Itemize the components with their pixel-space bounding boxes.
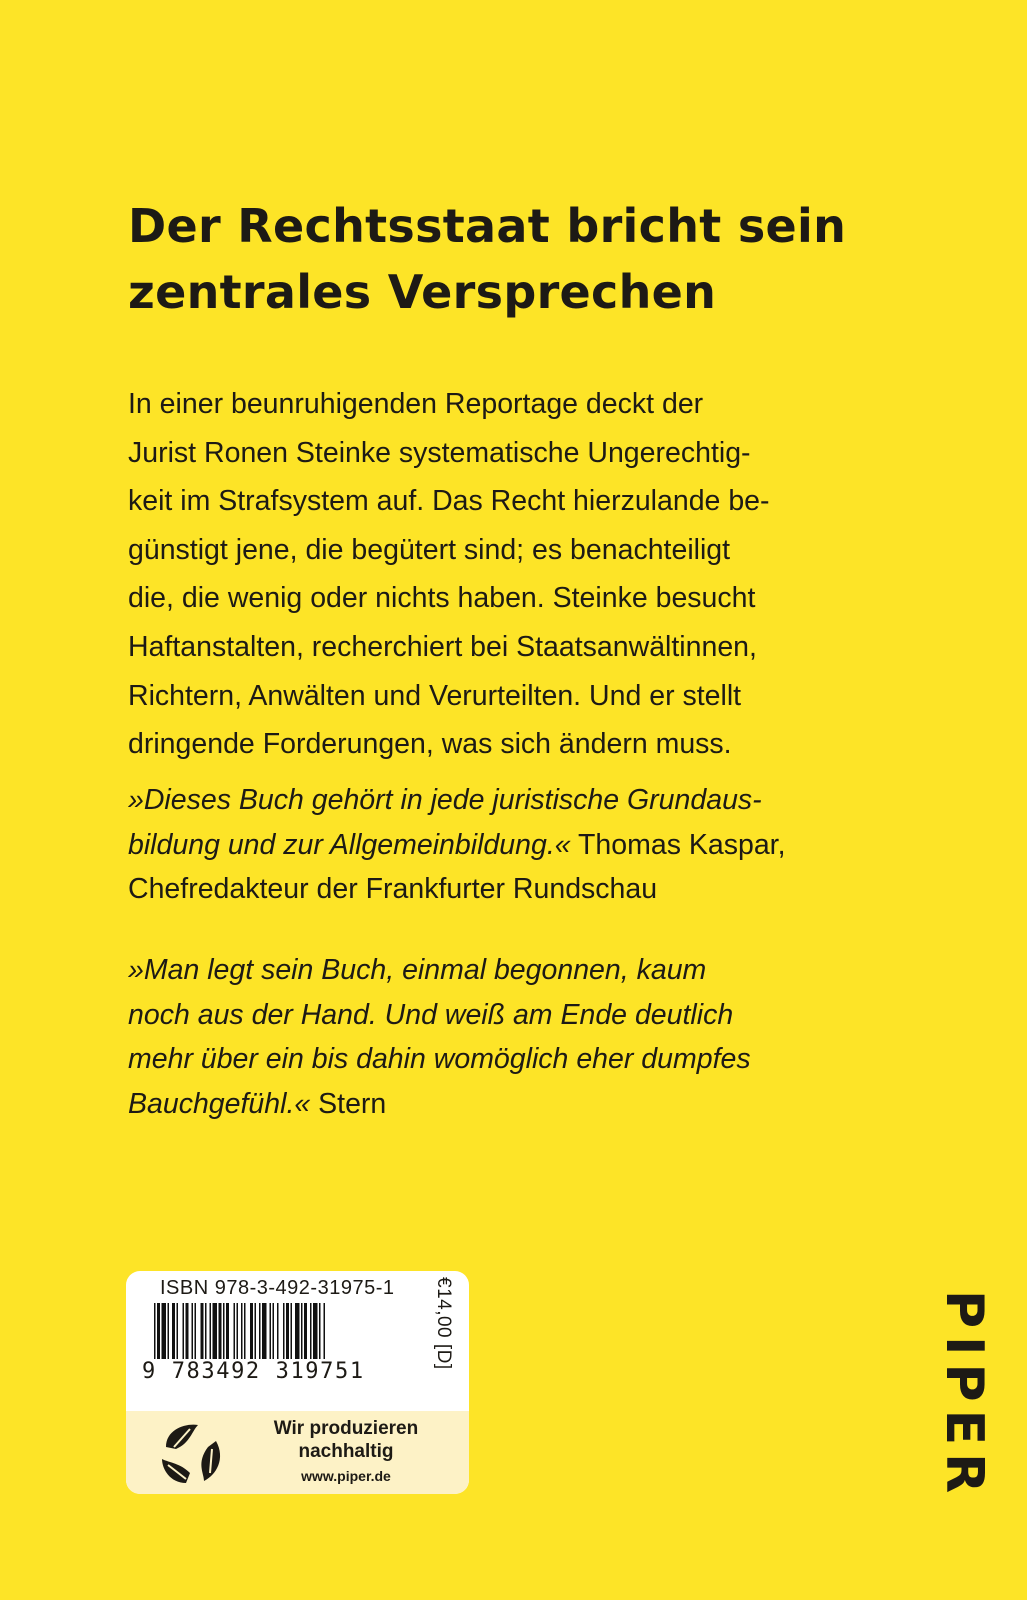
headline [128, 193, 948, 325]
review-quote-kaspar [128, 778, 918, 912]
sustainability-text [246, 1417, 446, 1488]
sustainability-line: nachhaltig [298, 1441, 394, 1462]
blurb-line: In einer beunruhigenden Reportage deckt der [128, 388, 704, 420]
price: €14,00 [D] [433, 1277, 454, 1370]
sustainability-badge [126, 1411, 469, 1494]
headline-line: zentrales Versprechen [128, 265, 717, 319]
blurb-line: Jurist Ronen Steinke systematische Ungerechtig- [128, 436, 751, 469]
barcode-label [126, 1271, 469, 1494]
quote-text: noch aus der Hand. Und weiß am Ende deutlich [128, 998, 734, 1031]
leaf-cycle-icon [156, 1417, 228, 1489]
blurb-line: die, die wenig oder nichts haben. Steinke besucht [128, 582, 756, 615]
quote-text: bildung und zur Allgemeinbildung.« [128, 828, 571, 861]
publisher-url: www.piper.de [301, 1468, 391, 1484]
quote-source: Stern [310, 1087, 387, 1120]
quote-text: mehr über ein bis dahin womöglich eher dumpfes [128, 1043, 751, 1075]
blurb-line: Richtern, Anwälten und Verurteilten. Und er stellt [128, 679, 742, 712]
blurb-line: Haftanstalten, recherchiert bei Staatsanwältinnen, [128, 630, 757, 663]
blurb [128, 380, 918, 769]
sustainability-line: Wir produzieren [273, 1418, 419, 1439]
quote-source-title: Chefredakteur der Frankfurter Rundschau [128, 873, 658, 905]
isbn: ISBN 978-3-492-31975-1 [160, 1277, 395, 1299]
review-quote-stern [128, 948, 918, 1126]
quote-text: »Man legt sein Buch, einmal begonnen, kaum [128, 954, 707, 986]
headline-line: Der Rechtsstaat bricht sein [128, 199, 847, 253]
barcode-digits: 9 783492 319751 [142, 1359, 365, 1384]
publisher-logo: PIPER [934, 1290, 994, 1502]
blurb-line: dringende Forderungen, was sich ändern muss. [128, 728, 732, 761]
quote-source: Thomas Kaspar, [570, 828, 786, 861]
blurb-line: günstigt jene, die begütert sind; es benachteiligt [128, 533, 731, 566]
quote-text: »Dieses Buch gehört in jede juristische Grundaus- [128, 784, 762, 816]
quote-text: Bauchgefühl.« [128, 1087, 311, 1120]
blurb-line: keit im Strafsystem auf. Das Recht hierzulande be- [128, 485, 770, 518]
